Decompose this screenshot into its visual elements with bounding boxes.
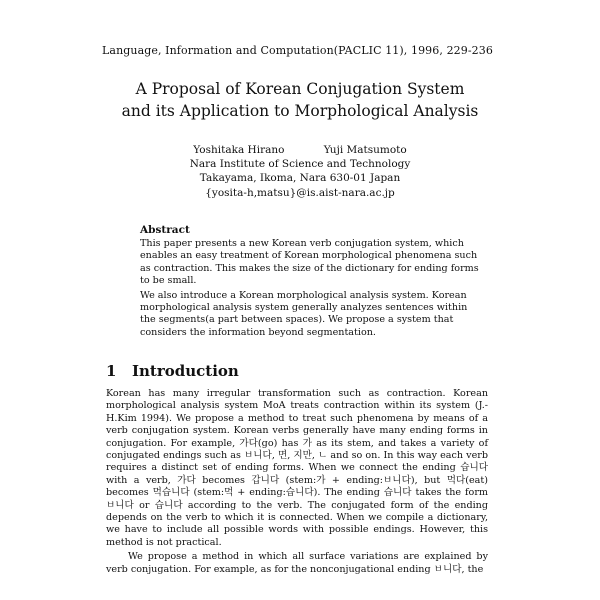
section-number: 1 (106, 362, 117, 380)
paper-title (0, 78, 600, 122)
section-heading (106, 362, 239, 380)
author-block (0, 143, 600, 200)
title-line-2: and its Application to Morphological Analysis (121, 102, 479, 120)
abstract-heading: Abstract (140, 224, 190, 236)
body-paragraph: Korean has many irregular transformation such as contraction. Korean morphological analysis system MoA treats contraction within its system (J.-H.Kim 1994). We propose a method to treat such phenomena by means of a verb conjugation system. Korean verbs generally have many ending forms in conjugation. For example, 가다(go) has 가 as its stem, and takes a variety of conjugated endings such as ㅂ니다, 면, 지만, ㄴ and so on. In this way each verb requires a distinct set of ending forms. When we connect the ending 습니다 with a verb, 가다 becomes 갑니다 (stem:가 + ending:ㅂ니다), but 먹다(eat) becomes 먹습니다 (stem:먹 + ending:습니다). The ending 습니다 takes the form ㅂ니다 or 습니다 according to the verb. The conjugated form of the ending depends on the verb to which it is connected. When we compile a dictionary, we have to include all possible words with possible endings. However, this method is not practical. (106, 388, 488, 548)
author-email: {yosita-h,matsu}@is.aist-nara.ac.jp (205, 186, 395, 199)
author-address: Takayama, Ikoma, Nara 630-01 Japan (199, 172, 401, 185)
author-name: Yoshitaka Hirano (193, 144, 285, 156)
title-line-1: A Proposal of Korean Conjugation System (135, 80, 465, 98)
author-names (0, 143, 600, 157)
section-title: Introduction (132, 362, 239, 380)
author-name: Yuji Matsumoto (323, 144, 407, 156)
author-affiliation: Nara Institute of Science and Technology (189, 158, 411, 171)
abstract-paragraph: We also introduce a Korean morphological analysis system. Korean morphological analysis system generally analyzes sentences within the segments(a part between spaces). We propose a system that considers the information beyond segmentation. (140, 289, 468, 338)
body-paragraph: We propose a method in which all surface variations are explained by verb conjugation. For example, as for the nonconjugational ending ㅂ니다, the (106, 551, 488, 575)
running-head: Language, Information and Computation(PACLIC 11), 1996, 229-236 (102, 44, 493, 57)
abstract-paragraph: This paper presents a new Korean verb conjugation system, which enables an easy treatment of Korean morphological phenomena such as contraction. This makes the size of the dictionary for ending forms to be small. (140, 238, 479, 287)
abstract-body (140, 238, 482, 341)
introduction-body (106, 388, 488, 576)
